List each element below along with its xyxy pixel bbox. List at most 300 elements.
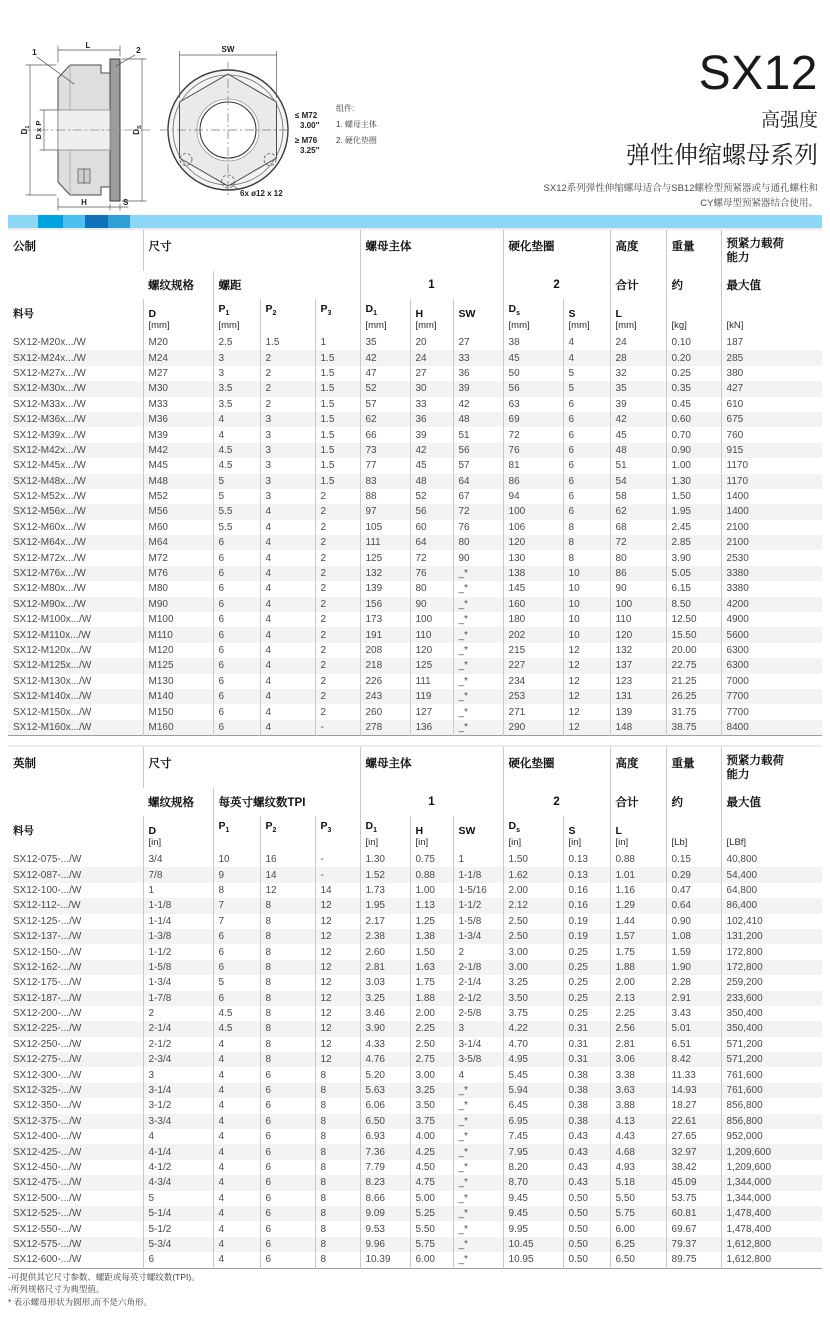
value-cell: 1.75	[610, 944, 666, 959]
page-title: SX12	[698, 47, 818, 100]
value-cell: 2.12	[503, 898, 563, 913]
value-cell: 6	[213, 960, 260, 975]
value-cell: 7.45	[503, 1129, 563, 1144]
value-cell: 2-5/8	[453, 1006, 503, 1021]
value-cell: 47	[360, 366, 410, 381]
value-cell: 3-1/2	[143, 1098, 213, 1113]
value-cell: 675	[721, 412, 822, 427]
value-cell: 1.00	[410, 883, 453, 898]
value-cell: 9.53	[360, 1221, 410, 1236]
value-cell: 6.93	[360, 1129, 410, 1144]
value-cell: 952,000	[721, 1129, 822, 1144]
value-cell: 4	[213, 1252, 260, 1268]
value-cell: 6.25	[610, 1237, 666, 1252]
column-header: H [mm]	[410, 299, 453, 335]
column-header: $P_1$	[213, 816, 260, 852]
part-number-cell: SX12-475-.../W	[8, 1175, 143, 1190]
value-cell: 14.93	[666, 1083, 721, 1098]
height-sub-label: 合计	[610, 788, 666, 816]
value-cell: 6	[213, 612, 260, 627]
height-group-label: 高度	[610, 746, 666, 788]
value-cell: 8	[315, 1206, 360, 1221]
value-cell: _*	[453, 1144, 503, 1159]
value-cell: 60	[410, 520, 453, 535]
value-cell: 285	[721, 350, 822, 365]
weight-sub-label: 约	[666, 271, 721, 299]
value-cell: 81	[503, 458, 563, 473]
value-cell: 5.00	[410, 1191, 453, 1206]
value-cell: 111	[410, 674, 453, 689]
dim-label-s: S	[123, 198, 129, 207]
value-cell: 50	[503, 366, 563, 381]
value-cell: 1.00	[666, 458, 721, 473]
value-cell: 1.44	[610, 914, 666, 929]
value-cell: 8	[563, 550, 610, 565]
value-cell: 123	[610, 674, 666, 689]
value-cell: 15.50	[666, 627, 721, 642]
table-row	[8, 1037, 822, 1052]
value-cell: 571,200	[721, 1037, 822, 1052]
value-cell: 6	[260, 1175, 315, 1190]
value-cell: 56	[410, 504, 453, 519]
value-cell: 8	[260, 1052, 315, 1067]
value-cell: 5.25	[410, 1206, 453, 1221]
value-cell: 18.27	[666, 1098, 721, 1113]
value-cell: 3	[213, 350, 260, 365]
preload-sub-label: 最大值	[721, 271, 822, 299]
value-cell: 63	[503, 397, 563, 412]
value-cell: _*	[453, 566, 503, 581]
value-cell: 6	[260, 1083, 315, 1098]
dim-label-h: H	[81, 198, 87, 207]
table-row	[8, 704, 822, 719]
value-cell: 1.16	[610, 883, 666, 898]
table-row	[8, 944, 822, 959]
part-number-cell: SX12-M130x.../W	[13, 675, 92, 687]
value-cell: 52	[410, 489, 453, 504]
value-cell: 3.25	[410, 1083, 453, 1098]
value-cell: 60.81	[666, 1206, 721, 1221]
value-cell: 48	[410, 474, 453, 489]
value-cell: 4.00	[410, 1129, 453, 1144]
value-cell: 1,478,400	[721, 1206, 822, 1221]
value-cell: 1.5	[260, 335, 315, 350]
value-cell: 8	[315, 1144, 360, 1159]
table-row	[8, 1175, 822, 1190]
part-number-cell: SX12-M56x.../W	[8, 504, 143, 519]
table-row	[8, 1067, 822, 1082]
value-cell: 100	[610, 597, 666, 612]
footnote-line: * 表示螺母形状为圆形,而不是六角形。	[8, 1296, 153, 1307]
part-number-cell: SX12-M64x.../W	[8, 535, 143, 550]
value-cell: _*	[453, 1114, 503, 1129]
value-cell: 1.5	[315, 427, 360, 442]
value-cell: 4	[213, 1114, 260, 1129]
value-cell: 12	[315, 1037, 360, 1052]
part-number-cell: SX12-175-.../W	[13, 977, 82, 989]
column-header: $P_2$	[260, 299, 315, 335]
value-cell: M140	[143, 689, 213, 704]
value-cell: 5-1/2	[143, 1221, 213, 1236]
value-cell: 22.61	[666, 1114, 721, 1129]
column-header: $P_3$	[315, 816, 360, 852]
value-cell: 4	[213, 1052, 260, 1067]
part-number-cell: SX12-375-.../W	[8, 1114, 143, 1129]
value-cell: 6	[260, 1191, 315, 1206]
value-cell: 90	[610, 581, 666, 596]
value-cell: 571,200	[721, 1052, 822, 1067]
weight-sub-label: 约	[666, 788, 721, 816]
value-cell: 4.43	[610, 1129, 666, 1144]
value-cell: 2	[315, 658, 360, 673]
footnote-line: -可提供其它尺寸参数、螺距或每英寸螺纹数(TPI)。	[8, 1272, 200, 1282]
value-cell: M36	[143, 412, 213, 427]
value-cell: 4	[213, 1175, 260, 1190]
value-cell: 77	[360, 458, 410, 473]
value-cell: 2-1/2	[453, 991, 503, 1006]
value-cell: 8	[315, 1252, 360, 1268]
value-cell: 10.45	[503, 1237, 563, 1252]
value-cell: 0.70	[666, 427, 721, 442]
value-cell: 1-3/8	[143, 929, 213, 944]
value-cell: 4	[563, 335, 610, 350]
value-cell: 6	[213, 944, 260, 959]
value-cell: 4	[213, 1129, 260, 1144]
value-cell: 1-1/2	[453, 898, 503, 913]
legend-item-1: 1. 螺母主体	[336, 120, 377, 129]
value-cell: 45	[610, 427, 666, 442]
value-cell: 2.85	[666, 535, 721, 550]
value-cell: M100	[143, 612, 213, 627]
part-number-cell: SX12-225-.../W	[8, 1021, 143, 1036]
value-cell: 40,800	[721, 852, 822, 867]
legend-title: 组件:	[336, 104, 355, 113]
value-cell: 4	[260, 520, 315, 535]
value-cell: 0.90	[666, 443, 721, 458]
accent-bar-segment	[108, 215, 130, 228]
value-cell: 4	[213, 1237, 260, 1252]
value-cell: 4	[260, 720, 315, 736]
table-row	[8, 627, 822, 642]
value-cell: M45	[143, 458, 213, 473]
value-cell: 10.95	[503, 1252, 563, 1268]
value-cell: 2530	[721, 550, 822, 565]
value-cell: M39	[143, 427, 213, 442]
value-cell: 180	[503, 612, 563, 627]
value-cell: 6.15	[666, 581, 721, 596]
value-cell: 1.30	[666, 474, 721, 489]
value-cell: 2	[143, 1006, 213, 1021]
value-cell: 51	[453, 427, 503, 442]
value-cell: 20	[410, 335, 453, 350]
value-cell: 48	[453, 412, 503, 427]
value-cell: 0.38	[563, 1083, 610, 1098]
value-cell: 69	[503, 412, 563, 427]
part-number-cell: SX12-275-.../W	[8, 1052, 143, 1067]
value-cell: 2	[315, 504, 360, 519]
value-cell: 12	[315, 1006, 360, 1021]
part-number-cell: SX12-M20x.../W	[13, 337, 86, 349]
series-description: SX12系列弹性伸缩螺母适合与SB12螺栓型预紧器或与通孔螺柱和 CY螺母型预紧器结合使用。	[543, 183, 818, 210]
value-cell: 4	[260, 643, 315, 658]
accent-bar-segment	[38, 215, 63, 228]
value-cell: 1-3/4	[143, 975, 213, 990]
value-cell: 3.38	[610, 1067, 666, 1082]
value-cell: 12	[315, 975, 360, 990]
value-cell: 2.00	[610, 975, 666, 990]
value-cell: 8400	[721, 720, 822, 736]
value-cell: 76	[503, 443, 563, 458]
value-cell: 156	[360, 597, 410, 612]
value-cell: 0.90	[666, 914, 721, 929]
value-cell: 7.95	[503, 1144, 563, 1159]
value-cell: 148	[610, 720, 666, 736]
value-cell: 73	[360, 443, 410, 458]
value-cell: 0.20	[666, 350, 721, 365]
value-cell: 3.5	[213, 381, 260, 396]
value-cell: 0.43	[563, 1129, 610, 1144]
column-header: $P_2$	[260, 816, 315, 852]
value-cell: 30	[410, 381, 453, 396]
value-cell: 0.64	[666, 898, 721, 913]
value-cell: 4.93	[610, 1160, 666, 1175]
value-cell: _*	[453, 720, 503, 736]
value-cell: 4	[260, 674, 315, 689]
value-cell: 4200	[721, 597, 822, 612]
part-number-cell: SX12-M76x.../W	[8, 566, 143, 581]
column-header: SW	[453, 299, 503, 335]
part-number-cell: SX12-M24x.../W	[8, 350, 143, 365]
value-cell: 3.25	[503, 975, 563, 990]
value-cell: _*	[453, 1206, 503, 1221]
part-number-cell: SX12-M45x.../W	[13, 460, 86, 472]
value-cell: 28	[610, 350, 666, 365]
value-cell: 202	[503, 627, 563, 642]
table-row	[8, 1144, 822, 1159]
value-cell: 8	[213, 883, 260, 898]
part-number-cell: SX12-M90x.../W	[8, 597, 143, 612]
value-cell: 136	[410, 720, 453, 736]
value-cell: 6	[213, 720, 260, 736]
value-cell: 3.46	[360, 1006, 410, 1021]
value-cell: 8	[315, 1175, 360, 1190]
value-cell: 4	[260, 535, 315, 550]
value-cell: 132	[360, 566, 410, 581]
size-group-label: 尺寸	[143, 746, 360, 788]
part-number-cell: SX12-M36x.../W	[8, 412, 143, 427]
part-number-cell: SX12-M150x.../W	[13, 706, 92, 718]
value-cell: 1,612,800	[721, 1237, 822, 1252]
value-cell: 79.37	[666, 1237, 721, 1252]
value-cell: 6	[213, 643, 260, 658]
value-cell: 0.38	[563, 1098, 610, 1113]
value-cell: 7/8	[143, 867, 213, 882]
value-cell: 3	[213, 366, 260, 381]
table-row	[8, 366, 822, 381]
value-cell: 132	[610, 643, 666, 658]
value-cell: 6	[260, 1252, 315, 1268]
value-cell: 9.45	[503, 1191, 563, 1206]
value-cell: 54	[610, 474, 666, 489]
part-number-cell: SX12-112-.../W	[8, 898, 143, 913]
value-cell: 76	[453, 520, 503, 535]
value-cell: M56	[143, 504, 213, 519]
value-cell: 127	[410, 704, 453, 719]
value-cell: 8	[315, 1129, 360, 1144]
value-cell: 1-1/4	[143, 914, 213, 929]
value-cell: 10	[563, 581, 610, 596]
value-cell: 0.29	[666, 867, 721, 882]
preload-sub-label: 最大值	[721, 788, 822, 816]
value-cell: 21.25	[666, 674, 721, 689]
value-cell: 1-3/4	[453, 929, 503, 944]
part-number-cell: SX12-M140x.../W	[8, 689, 143, 704]
size-group-label: 尺寸	[143, 229, 360, 271]
value-cell: 0.50	[563, 1191, 610, 1206]
value-cell: 6	[563, 412, 610, 427]
value-cell: 4	[260, 704, 315, 719]
table-row	[8, 975, 822, 990]
weight-group-label: 重量	[666, 746, 721, 788]
value-cell: 6	[213, 581, 260, 596]
table-row	[8, 852, 822, 867]
value-cell: _*	[453, 674, 503, 689]
part-number-cell: SX12-125-.../W	[13, 915, 82, 927]
part-number-cell: SX12-137-.../W	[8, 929, 143, 944]
value-cell: 3-5/8	[453, 1052, 503, 1067]
table-row	[8, 1021, 822, 1036]
value-cell: 11.33	[666, 1067, 721, 1082]
value-cell: 2	[315, 674, 360, 689]
value-cell: 89.75	[666, 1252, 721, 1268]
value-cell: M150	[143, 704, 213, 719]
value-cell: 761,600	[721, 1083, 822, 1098]
value-cell: 4900	[721, 612, 822, 627]
value-cell: 243	[360, 689, 410, 704]
value-cell: 4.13	[610, 1114, 666, 1129]
value-cell: 2.38	[360, 929, 410, 944]
value-cell: 64,800	[721, 883, 822, 898]
value-cell: 6	[260, 1206, 315, 1221]
part-number-cell: SX12-100-.../W	[13, 884, 82, 896]
value-cell: 6	[213, 535, 260, 550]
value-cell: 56	[503, 381, 563, 396]
part-number-cell: SX12-325-.../W	[8, 1083, 143, 1098]
value-cell: M24	[143, 350, 213, 365]
value-cell: 4.5	[213, 1006, 260, 1021]
dim-label-d1: $D_1$	[20, 125, 31, 135]
value-cell: 67	[453, 489, 503, 504]
table-row	[8, 458, 822, 473]
value-cell: 2	[315, 627, 360, 642]
nut-body-number: 1	[360, 788, 503, 816]
value-cell: 12	[315, 960, 360, 975]
part-number-cell: SX12-M72x.../W	[13, 552, 86, 564]
value-cell: 51	[610, 458, 666, 473]
value-cell: 1.95	[666, 504, 721, 519]
part-number-cell: SX12-M52x.../W	[13, 491, 86, 503]
value-cell: 9.95	[503, 1221, 563, 1236]
value-cell: 12	[315, 1021, 360, 1036]
value-cell: 1.30	[360, 852, 410, 867]
value-cell: 24	[410, 350, 453, 365]
column-header: $D_s$ [mm]	[503, 299, 563, 335]
value-cell: 32.97	[666, 1144, 721, 1159]
value-cell: 145	[503, 581, 563, 596]
value-cell: 97	[360, 504, 410, 519]
value-cell: 12	[315, 898, 360, 913]
table-row	[8, 397, 822, 412]
value-cell: _*	[453, 597, 503, 612]
value-cell: 8	[260, 914, 315, 929]
value-cell: 7700	[721, 689, 822, 704]
part-number-cell: SX12-162-.../W	[8, 960, 143, 975]
value-cell: 0.13	[563, 852, 610, 867]
value-cell: 4.22	[503, 1021, 563, 1036]
value-cell: 10	[563, 597, 610, 612]
value-cell: 191	[360, 627, 410, 642]
value-cell: 2.45	[666, 520, 721, 535]
value-cell: 5.5	[213, 520, 260, 535]
accent-bar	[8, 215, 822, 228]
value-cell: 1.50	[666, 489, 721, 504]
part-number-cell: SX12-450-.../W	[13, 1162, 82, 1173]
value-cell: 1.59	[666, 944, 721, 959]
value-cell: 1-7/8	[143, 991, 213, 1006]
value-cell: 1,478,400	[721, 1221, 822, 1236]
value-cell: 2	[260, 397, 315, 412]
value-cell: 45	[410, 458, 453, 473]
value-cell: 76	[410, 566, 453, 581]
value-cell: 3.75	[410, 1114, 453, 1129]
value-cell: 8	[315, 1083, 360, 1098]
table-row	[8, 489, 822, 504]
value-cell: 0.45	[666, 397, 721, 412]
title-block	[543, 47, 818, 211]
value-cell: _*	[453, 658, 503, 673]
value-cell: 3.50	[410, 1098, 453, 1113]
value-cell: 4.33	[360, 1037, 410, 1052]
value-cell: 27.65	[666, 1129, 721, 1144]
value-cell: 27	[410, 366, 453, 381]
value-cell: 1.88	[610, 960, 666, 975]
value-cell: 62	[360, 412, 410, 427]
value-cell: 2	[315, 535, 360, 550]
value-cell: 139	[610, 704, 666, 719]
value-cell: 4	[213, 412, 260, 427]
value-cell: 215	[503, 643, 563, 658]
column-header: $D_1$ [in]	[360, 816, 410, 852]
value-cell: 86	[610, 566, 666, 581]
value-cell: 2.00	[410, 1006, 453, 1021]
value-cell: 10	[563, 627, 610, 642]
table-row	[8, 335, 822, 350]
table-row	[8, 1083, 822, 1098]
value-cell: 12.50	[666, 612, 721, 627]
value-cell: 80	[453, 535, 503, 550]
value-cell: 3.63	[610, 1083, 666, 1098]
value-cell: 3.90	[360, 1021, 410, 1036]
value-cell: 0.50	[563, 1206, 610, 1221]
value-cell: 4	[213, 1144, 260, 1159]
svg-text:3.25": 3.25"	[300, 146, 320, 155]
part-number-cell: SX12-550-.../W	[13, 1223, 82, 1235]
part-number-cell: SX12-087-.../W	[8, 867, 143, 882]
value-cell: 57	[360, 397, 410, 412]
part-number-cell: SX12-M33x.../W	[13, 398, 86, 410]
value-cell: 2-1/2	[143, 1037, 213, 1052]
value-cell: 5.75	[610, 1206, 666, 1221]
